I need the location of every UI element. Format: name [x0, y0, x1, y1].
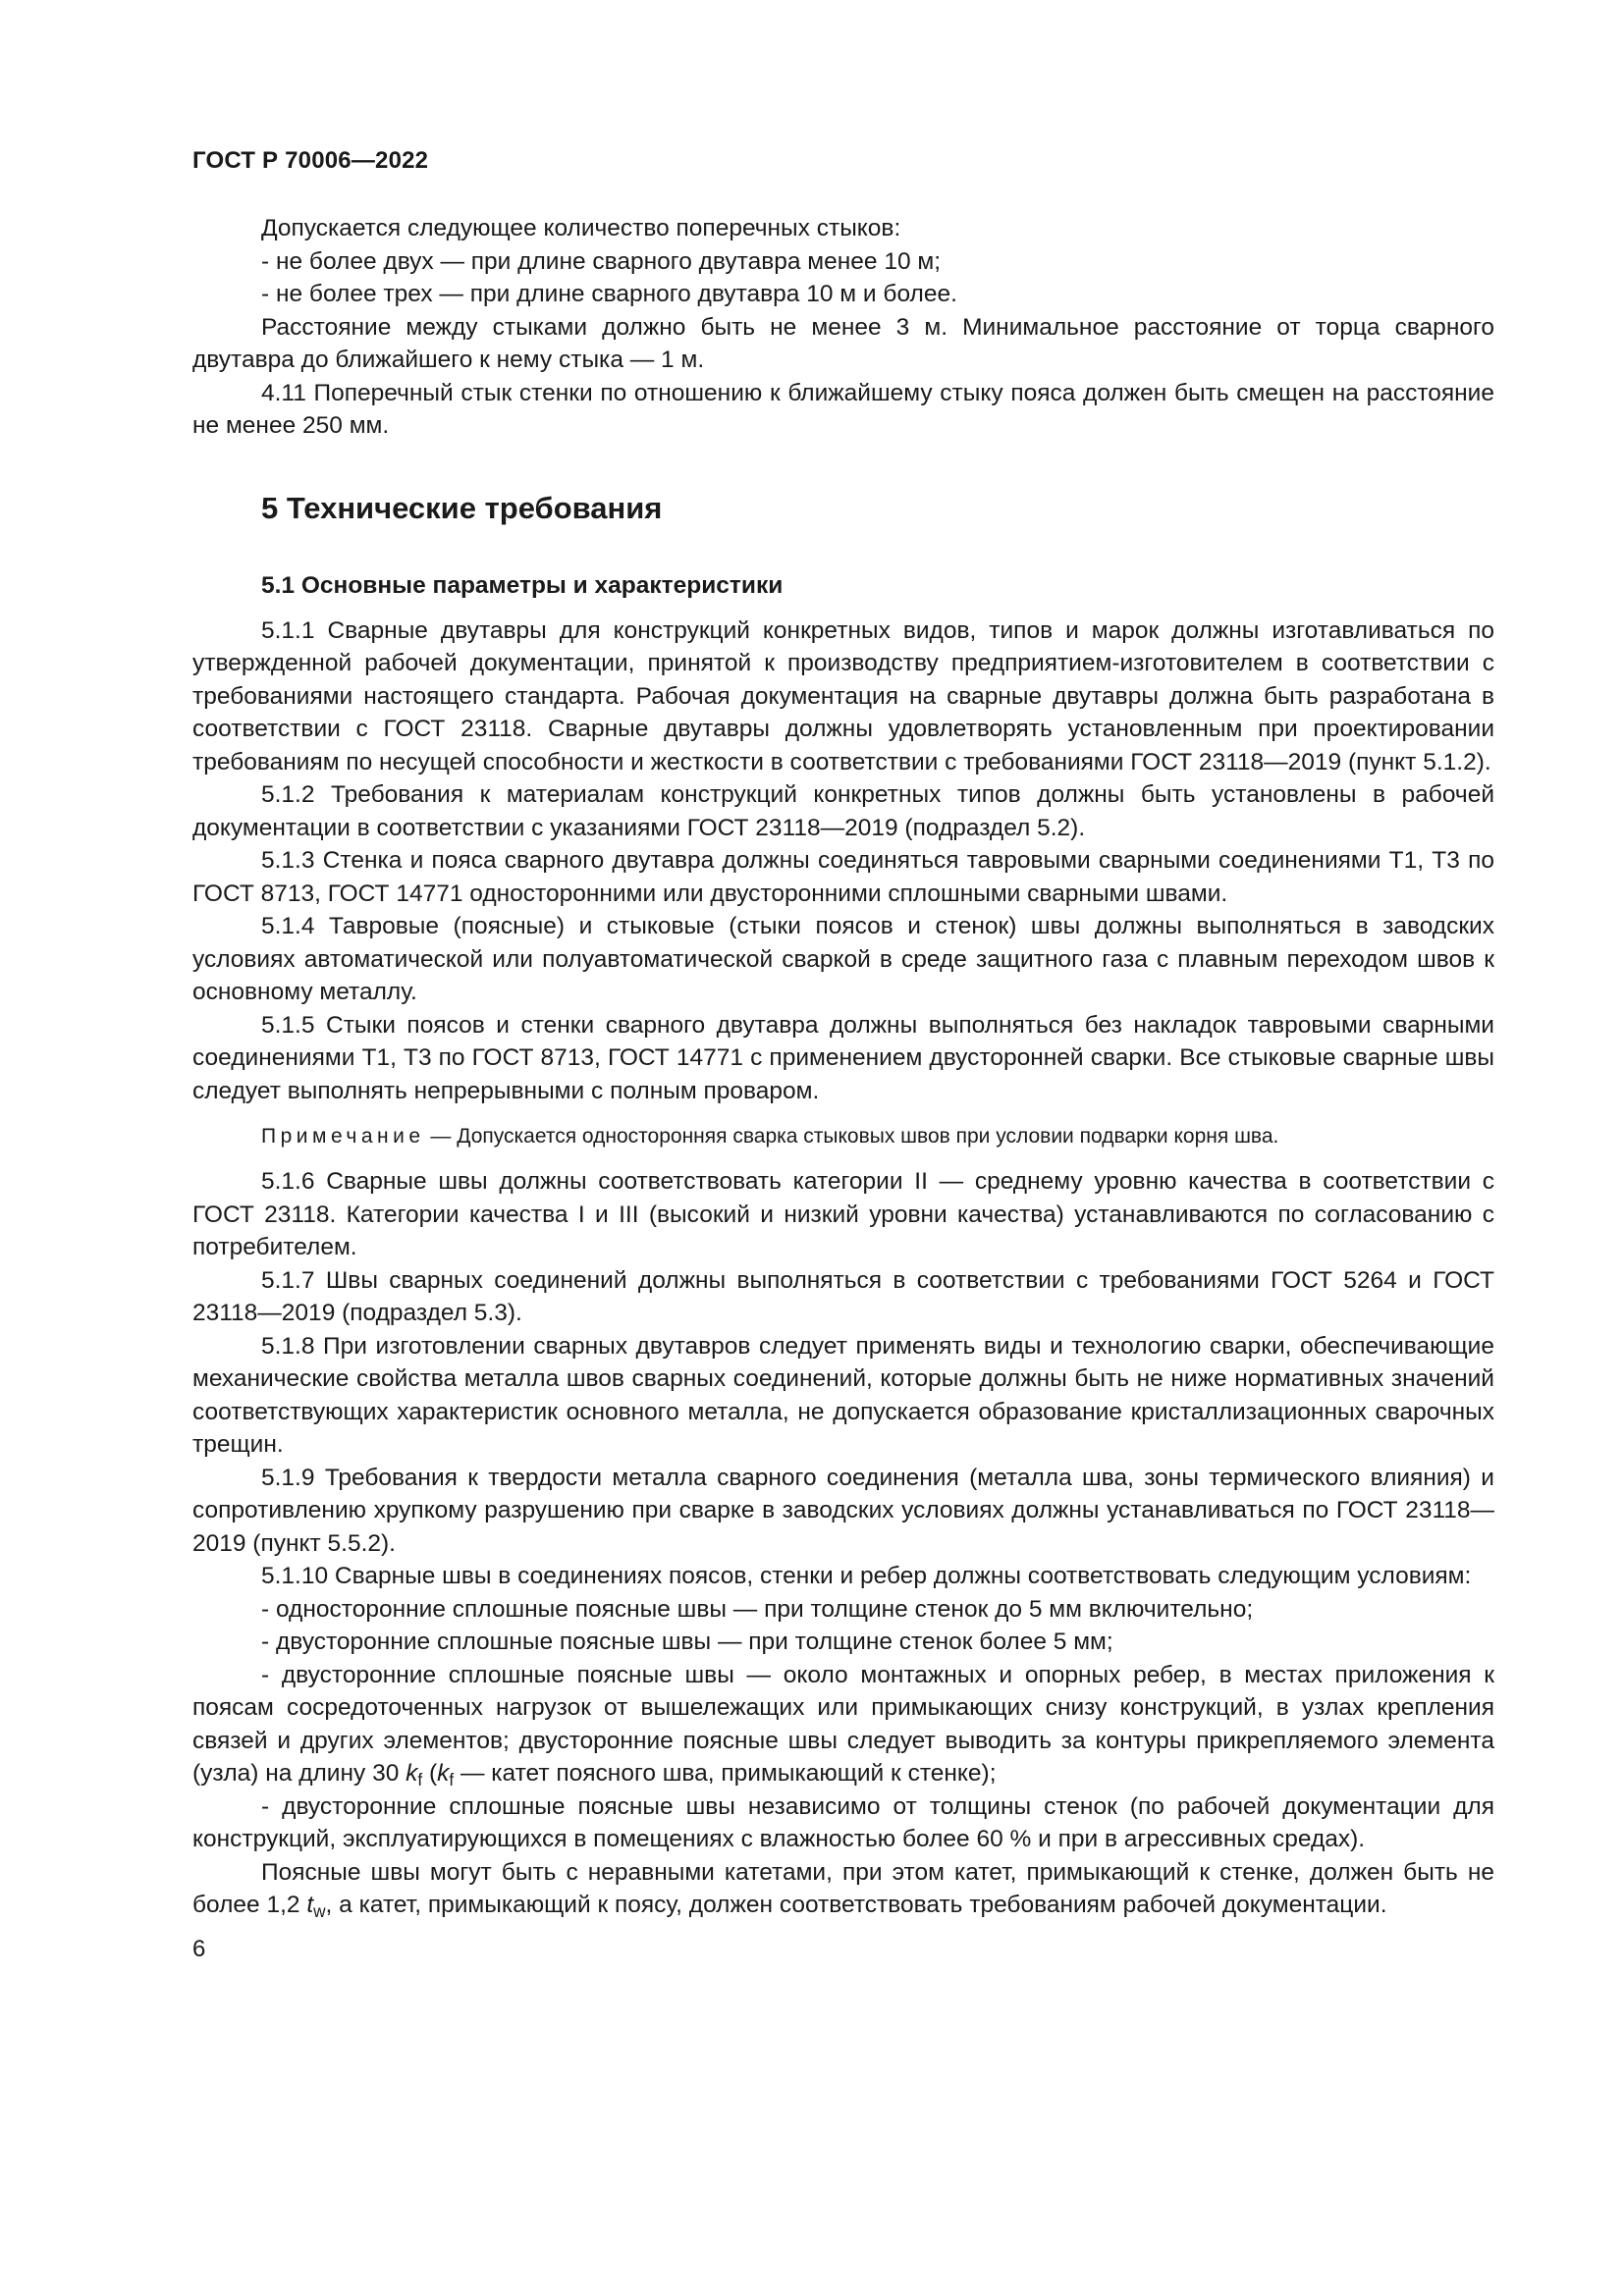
section-5-title: 5 Технические требования [261, 490, 663, 525]
paragraph-4-11: 4.11 Поперечный стык стенки по отношению к ближайшему стыку пояса должен быть смещен на расстояние не менее 250 мм. [192, 379, 1494, 439]
list-item-under-10m: - не более двух — при длине сварного двутавра менее 10 м; [261, 247, 942, 275]
paragraph-5-1-3: 5.1.3 Стенка и пояса сварного двутавра должны соединяться тавровыми сварными соединениями Т1, Т3 по ГОСТ 8713, ГОСТ 14771 односторонними или двусторонними сплошными сварными швами. [192, 847, 1494, 907]
document-code-header: ГОСТ Р 70006—2022 [192, 147, 429, 174]
note-label: Примечание [261, 1125, 425, 1148]
paragraph-joints-count: Допускается следующее количество поперечных стыков: [261, 215, 901, 241]
list-item-two-sided-welds-ribs: - двусторонние сплошные поясные швы — около монтажных и опорных ребер, в местах приложения к поясам сосредоточенных нагрузок от вышележащих или примыкающих снизу конструкций, в узлах крепления связей и других элементов; двусторонние поясные швы следует выводить за контуры прикрепляемого элемента (узла) на длину 30 $k_f$ ($k_f$ — катет поясного шва, примыкающий к стенке); [192, 1661, 1494, 1790]
paragraph-5-1-5: 5.1.5 Стыки поясов и стенки сварного двутавра должны выполняться без накладок тавровыми сварными соединениями Т1, Т3 по ГОСТ 8713, ГОСТ 14771 с применением двусторонней сварки. Все стыковые сварные швы следует выполнять непрерывными с полным проваром. [192, 1011, 1494, 1104]
paragraph-5-1-9: 5.1.9 Требования к твердости металла сварного соединения (металла шва, зоны термического влияния) и сопротивлению хрупкому разрушению при сварке в заводских условиях должны устанавливаться по ГОСТ 23118—2019 (пункт 5.5.2). [192, 1464, 1494, 1557]
note-paragraph [192, 1122, 1494, 1151]
paragraph-5-1-4: 5.1.4 Тавровые (поясные) и стыковые (стыки поясов и стенок) швы должны выполняться в заводских условиях автоматической или полуавтоматической сваркой в среде защитного газа с плавным переходом швов к основному металлу. [192, 913, 1494, 1005]
paragraph-5-1-6: 5.1.6 Сварные швы должны соответствовать категории II — среднему уровню качества в соответствии с ГОСТ 23118. Категории качества I и III (высокий и низкий уровни качества) устанавливаются по согласованию с потребителем. [192, 1168, 1494, 1260]
note-text: — Допускается односторонняя сварка стыковых швов при условии подварки корня шва. [424, 1125, 1279, 1148]
page-number: 6 [192, 1935, 206, 1962]
paragraph-5-1-7: 5.1.7 Швы сварных соединений должны выполняться в соответствии с требованиями ГОСТ 5264 и ГОСТ 23118—2019 (подраздел 5.3). [192, 1266, 1494, 1326]
document-page [192, 147, 1494, 1963]
list-item-one-sided-welds: - односторонние сплошные поясные швы — при толщине стенок до 5 мм включительно; [261, 1595, 1254, 1623]
paragraph-joint-distance: Расстояние между стыками должно быть не менее 3 м. Минимальное расстояние от торца сварного двутавра до ближайшего к нему стыка — 1 м. [192, 313, 1494, 373]
subsection-5-1-title: 5.1 Основные параметры и характеристики [261, 571, 784, 599]
list-item-10m-and-more: - не более трех — при длине сварного двутавра 10 м и более. [261, 281, 957, 307]
list-item-two-sided-welds: - двусторонние сплошные поясные швы — при толщине стенок более 5 мм; [261, 1629, 1113, 1655]
paragraph-5-1-8: 5.1.8 При изготовлении сварных двутавров следует применять виды и технологию сварки, обеспечивающие механические свойства металла швов сварных соединений, которые должны быть не ниже нормативных значений соответствующих характеристик основного металла, не допускается образование кристаллизационных сварочных трещин. [192, 1332, 1494, 1458]
paragraph-5-1-2: 5.1.2 Требования к материалам конструкций конкретных типов должны быть установлены в рабочей документации в соответствии с указаниями ГОСТ 23118—2019 (подраздел 5.2). [192, 781, 1494, 841]
paragraph-5-1-1: 5.1.1 Сварные двутавры для конструкций конкретных видов, типов и марок должны изготавливаться по утвержденной рабочей документации, принятой к производству предприятием-изготовителем в соответствии с требованиями настоящего стандарта. Рабочая документация на сварные двутавры должна быть разработана в соответствии с ГОСТ 23118. Сварные двутавры должны удовлетворять установленным при проектировании требованиям по несущей способности и жесткости в соответствии с требованиями ГОСТ 23118—2019 (пункт 5.1.2). [192, 616, 1494, 775]
paragraph-unequal-legs: Поясные швы могут быть с неравными катетами, при этом катет, примыкающий к стенке, должен быть не более 1,2 $t_w$, а катет, примыкающий к поясу, должен соответствовать требованиям рабочей документации. [192, 1858, 1494, 1922]
paragraph-5-1-10: 5.1.10 Сварные швы в соединениях поясов, стенки и ребер должны соответствовать следующим условиям: [261, 1563, 1472, 1589]
list-item-two-sided-welds-humidity: - двусторонние сплошные поясные швы независимо от толщины стенок (по рабочей документации для конструкций, эксплуатирующихся в помещениях с влажностью более 60 % и при в агрессивных средах). [192, 1792, 1494, 1852]
